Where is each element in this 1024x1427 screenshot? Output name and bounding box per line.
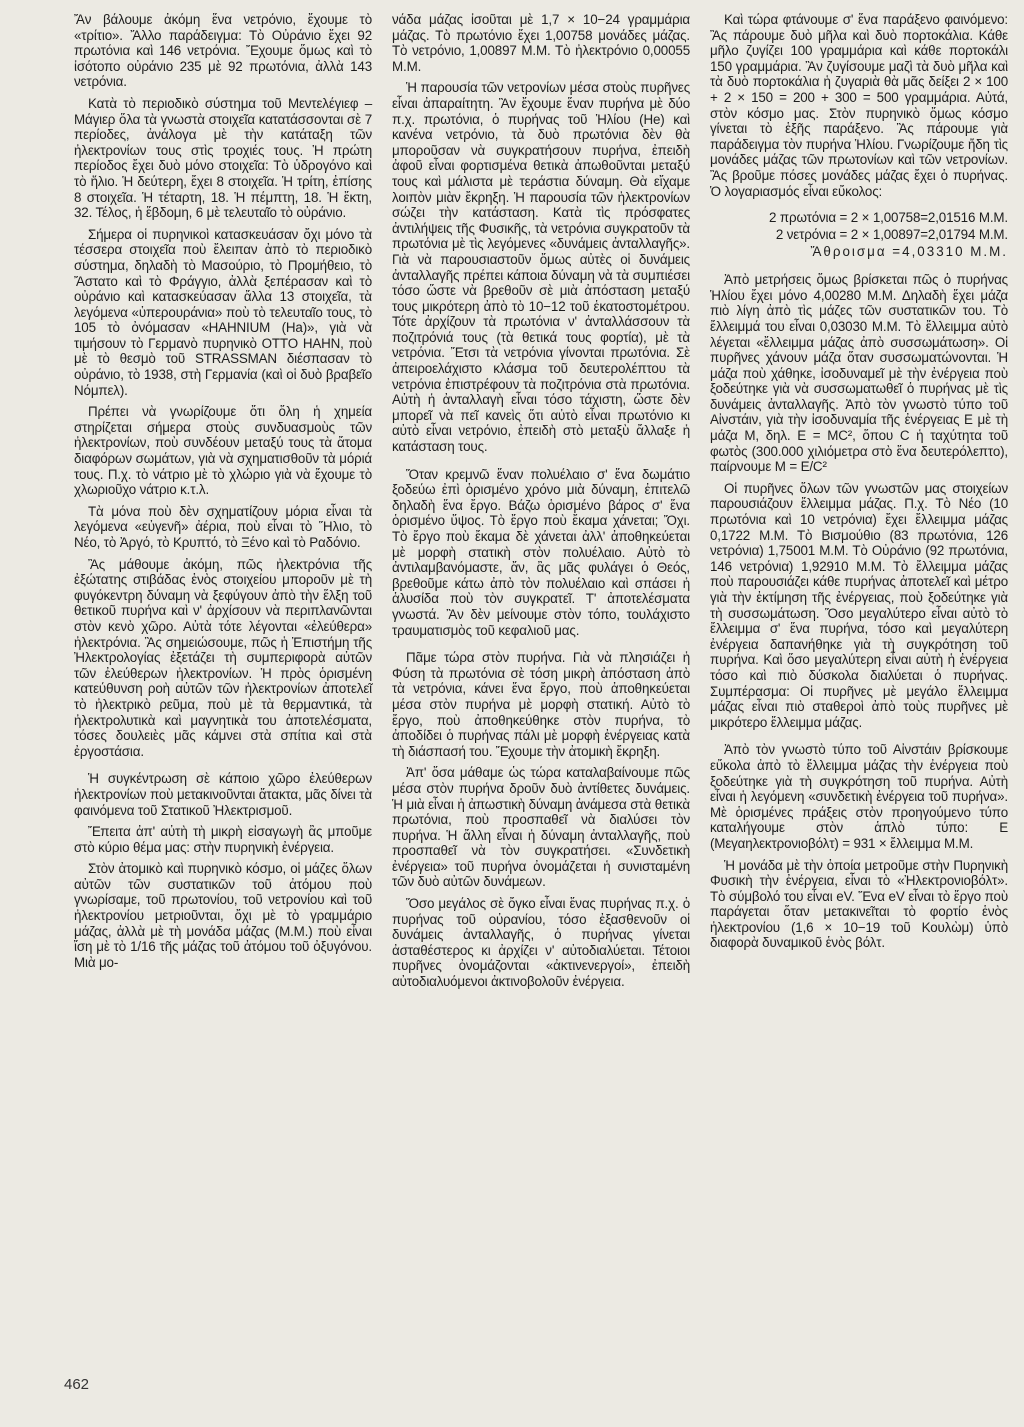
mass-calculation [710,209,1008,260]
paragraph: Σήμερα οἱ πυρηνικοὶ κατασκευάσαν ὄχι μόνο τὰ τέσσερα στοιχεῖα ποὺ ἔλειπαν ἀπὸ τὸ περιοδικὸ σύστημα, δηλαδὴ τὸ Μασούριο, τὸ Προμήθειο, τὸ Ἄστατο καὶ τὸ Φράγγιο, ἀλλὰ ξεπέρασαν καὶ τὸ οὐράνιο καὶ κατασκεύασαν ἄλλα 13 στοιχεῖα, τὰ λεγόμενα «ὑπερουράνια» ποὺ τὸ τελευταῖο τους, τὸ 105 τὸ ὀνόμασαν «HAHNIUM (Ha)», γιὰ νὰ τιμήσουν τὸ Γερμανὸ πυρηνικὸ OTTO HAHN, ποὺ μὲ τὸ θεσμὸ τοῦ STRASSMAN διέσπασαν τὸ οὐράνιο, τὸ 1938, στὴ Γερμανία (καὶ οἱ δυὸ βραβεῖο Νόμπελ). [74,226,372,398]
paragraph: Ἀπ' ὅσα μάθαμε ὡς τώρα καταλαβαίνουμε πῶς μέσα στὸν πυρήνα δροῦν δυὸ ἀντίθετες δυνάμεις. Ἡ μιὰ εἶναι ἡ ἀπωστικὴ δύναμη ἀνάμεσα στὰ θετικὰ πρωτόνια, ποὺ προσπαθεῖ νὰ διαλύσει τὸν πυρήνα. Ἡ ἄλλη εἶναι ἡ δύναμη ἀνταλλαγῆς, ποὺ προσπαθεῖ νὰ τὸν συγκρατήσει. «Συνδετικὴ ἐνέργεια» τοῦ πυρήνα ὀνομάζεται ἡ συνισταμένη τῶν δυὸ αὐτῶν δυνάμεων. [392,765,690,890]
paragraph: Πᾶμε τώρα στὸν πυρήνα. Γιὰ νὰ πλησιάζει ἡ Φύση τὰ πρωτόνια σὲ τόση μικρὴ ἀπόσταση ἀπὸ τὰ νετρόνια, κάνει ἕνα ἔργο, ποὺ ἀποθηκεύεται μέσα στὸν πυρήνα μὲ μορφὴ στατική. Αὐτὸ τὸ ἔργο, ποὺ ἀποθηκεύθηκε στὸν πυρήνα, τὸ ἀποδίδει ὁ πυρήνας πάλι μὲ μορφὴ ἐνέργειας κατὰ τὴ διάσπασή του. Ἔχουμε τὴν ἀτομικὴ ἔκρηξη. [392,650,690,759]
paragraph: Ἡ παρουσία τῶν νετρονίων μέσα στοὺς πυρῆνες εἶναι ἀπαραίτητη. Ἂν ἔχουμε ἕναν πυρήνα μὲ δύο π.χ. πρωτόνια, ὁ πυρήνας τοῦ Ἡλίου (He) καὶ κανένα νετρόνιο, τὰ δυὸ πρωτόνια δὲν θὰ μποροῦσαν νὰ συγκρατήσουν πυρήνα, ἐπειδὴ ἀφοῦ εἶναι φορτισμένα θετικὰ ἀπωθοῦνται μεταξύ τους καὶ μάλιστα μὲ τεράστια δύναμη. Θὰ εἴχαμε λοιπὸν μιὰν ἔκρηξη. Ἡ παρουσία τῶν ἠλεκτρονίων σώζει τὴν κατάσταση. Κατὰ τὶς πρόσφατες ἀντιλήψεις τῆς Φυσικῆς, τὰ νετρόνια συγκρατοῦν τὰ πρωτόνια μὲ τὶς λεγόμενες «δυνάμεις ἀνταλλαγῆς». Γιὰ νὰ παρουσιαστοῦν ὅμως αὐτὲς οἱ δυνάμεις ἀνταλλαγῆς πρέπει κάποια δύναμη νὰ τὰ συμπιέσει τόσο ὥστε νὰ βρεθοῦν σὲ μιὰ ἀπόσταση μεταξύ τους μικρότερη ἀπὸ τὸ 10−12 τοῦ ἑκατοστομέτρου. Τότε ἀρχίζουν τὰ πρωτόνια ν' ἀνταλλάσσουν τὰ ποζιτρόνιά τους (τὰ θετικά τους φορτία), μὲ τὰ νετρόνια. Ἔτσι τὰ νετρόνια γίνονται πρωτόνια. Σὲ ἀπειροελάχιστο κλάσμα τοῦ δευτερολέπτου τὰ νετρόνια ἐπιστρέφουν τὰ ποζιτρόνια στὰ πρωτόνια. Αὐτὴ ἡ ἀνταλλαγὴ εἶναι τόσο τάχιστη, ὥστε δὲν μπορεῖ νὰ πεῖ κανεὶς ὅτι αὐτὸ εἶναι πρωτόνιο κι αὐτὸ εἶναι νετρόνιο, ἐπειδὴ στὸ μεταξὺ ἄλλαξε ἡ κατάσταση τους. [392,80,690,455]
column-middle [392,12,690,996]
calc-total-line: Ἄθροισμα =4,03310 Μ.Μ. [810,244,1008,260]
paragraph: Ἡ μονάδα μὲ τὴν ὁποία μετροῦμε στὴν Πυρηνικὴ Φυσικὴ τὴν ἐνέργεια, εἶναι τὸ «Ἠλεκτρονιοβόλτ». Τὸ σύμβολό του εἶναι eV. Ἕνα eV εἶναι τὸ ἔργο ποὺ παράγεται ὅταν μετακινεῖται τὸ φορτίο ἑνὸς ἠλεκτρονίου (1,6 × 10−19 τοῦ Κουλὼμ) ὑπὸ διαφορὰ δυναμικοῦ ἑνὸς βόλτ. [710,857,1008,951]
paragraph: Ὅταν κρεμνῶ ἕναν πολυέλαιο σ' ἕνα δωμάτιο ξοδεύω ἐπὶ ὁρισμένο χρόνο μιὰ δύναμη, ἐπιτελῶ δηλαδὴ ἕνα ἔργο. Βάζω ὁρισμένο βάρος σ' ἕνα ὁρισμένο ὕψος. Τὸ ἔργο ποὺ ἔκαμα χάνεται; Ὄχι. Τὸ ἔργο ποὺ ἔκαμα δὲ χάνεται ἀλλ' ἀποθηκεύεται μὲ μορφὴ στατικὴ στὸν πολυέλαιο. Αὐτὸ τὸ ἀντιλαμβανόμαστε, ἄν, ἂς μᾶς φυλάγει ὁ Θεός, βρεθοῦμε κάτω ἀπὸ τὸν πολυέλαιο καὶ σπάσει ἡ ἁλυσίδα ποὺ τὸν συγκρατεῖ. Τ' ἀποτελέσματα γνωστά. Ἂν δὲν μείνουμε στὸν τόπο, τουλάχιστο τραυματισμὸς τοῦ κεφαλιοῦ μας. [392,466,690,638]
calc-neutrons-line: 2 νετρόνια = 2 × 1,00897=2,01794 Μ.Μ. [775,227,1008,243]
text-columns [74,12,1008,996]
paragraph: Οἱ πυρῆνες ὅλων τῶν γνωστῶν μας στοιχείων παρουσιάζουν ἔλλειμμα μάζας. Π.χ. Τὸ Νέο (10 πρωτόνια καὶ 10 νετρόνια) ἔχει ἔλλειμμα μάζας 0,1722 Μ.Μ. Τὸ Βισμούθιο (83 πρωτόνια, 126 νετρόνια) 1,75001 Μ.Μ. Τὸ Οὐράνιο (92 πρωτόνια, 146 νετρόνια) 1,92910 Μ.Μ. Τὸ ἔλλειμμα μάζας ποὺ παρουσιάζει κάθε πυρήνας ἀποτελεῖ καὶ μέτρο γιὰ τὴν ἐκτίμηση τῆς ἐνέργειας, ποὺ ξοδεύτηκε γιὰ τὴ συσσωμάτωση. Ὅσο μεγαλύτερο εἶναι αὐτὸ τὸ ἔλλειμμα σ' ἕνα πυρήνα, τόσο καὶ μεγαλύτερη ἐνέργεια δαπανήθηκε γιὰ τὴ συγκρότηση τοῦ πυρήνα. Καὶ ὅσο μεγαλύτερη εἶναι αὐτὴ ἡ ἐνέργεια τόσο καὶ πιὸ δύσκολα διαλύεται ὁ πυρήνας. Συμπέρασμα: Οἱ πυρῆνες μὲ μεγάλο ἔλλειμμα μάζας εἶναι πιὸ σταθεροὶ ἀπὸ τοὺς πυρῆνες μὲ μικρότερο ἔλλειμμα μάζας. [710,480,1008,730]
paragraph: Στὸν ἀτομικὸ καὶ πυρηνικὸ κόσμο, οἱ μάζες ὅλων αὐτῶν τῶν συστατικῶν τοῦ ἀτόμου ποὺ γνωρίσαμε, τοῦ πρωτονίου, τοῦ νετρονίου καὶ τοῦ ἠλεκτρονίου μετριοῦνται, ὄχι μὲ τὸ γραμμάριο μάζας, ἀλλὰ μὲ τὴ μονάδα μάζας (Μ.Μ.) ποὺ εἶναι ἴση μὲ τὸ 1/16 τῆς μάζας τοῦ ἀτόμου τοῦ ὀξυγόνου. Μιὰ μο- [74,861,372,970]
paragraph: Ἡ συγκέντρωση σὲ κάποιο χῶρο ἐλεύθερων ἠλεκτρονίων ποὺ μετακινοῦνται ἄτακτα, μᾶς δίνει τὰ φαινόμενα τοῦ Στατικοῦ Ἠλεκτρισμοῦ. [74,771,372,818]
paragraph: Ὅσο μεγάλος σὲ ὄγκο εἶναι ἕνας πυρήνας π.χ. ὁ πυρήνας τοῦ οὐρανίου, τόσο ἐξασθενοῦν οἱ δυνάμεις ἀνταλλαγῆς, ὁ πυρήνας γίνεται ἀσταθέστερος κι ἀρχίζει ν' αὐτοδιαλύεται. Τέτοιοι πυρῆνες ὀνομάζονται «ἀκτινενεργοί», ἐπειδὴ αὐτοδιαλυόμενοι ἀκτινοβολοῦν ἐνέργεια. [392,896,690,990]
paragraph: Ἀπὸ τὸν γνωστὸ τύπο τοῦ Αἰνστάιν βρίσκουμε εὔκολα ἀπὸ τὸ ἔλλειμμα μάζας τὴν ἐνέργεια ποὺ ξοδεύτηκε γιὰ τὴ συγκρότηση τοῦ πυρήνα. Αὐτὴ εἶναι ἡ λεγόμενη «συνδετικὴ ἐνέργεια τοῦ πυρήνα». Μὲ ὁρισμένες πράξεις στὸν προηγούμενο τύπο καταλήγουμε στὸν ἁπλὸ τύπο: Ε (Μεγαηλεκτρονιοβόλτ) = 931 × ἔλλειμμα Μ.Μ. [710,742,1008,851]
page-number: 462 [64,1376,90,1393]
paragraph: Ἀπὸ μετρήσεις ὅμως βρίσκεται πῶς ὁ πυρήνας Ἡλίου ἔχει μόνο 4,00280 Μ.Μ. Δηλαδὴ ἔχει μάζα πιὸ λίγη ἀπὸ τὶς μάζες τῶν συστατικῶν του. Τὸ ἔλλειμμά του εἶναι 0,03030 Μ.Μ. Τὸ ἔλλειμμα αὐτὸ λέγεται «ἔλλειμμα μάζας ἀπὸ συσσωμάτωση». Οἱ πυρῆνες χάνουν μάζα ὅταν συσσωματώνονται. Ἡ μάζα ποὺ χάθηκε, ἰσοδυναμεῖ μὲ τὴν ἐνέργεια ποὺ ξοδεύτηκε γιὰ νὰ συσσωματωθεῖ ὁ πυρήνας μὲ τὶς δυνάμεις ἀνταλλαγῆς. Ἀπὸ τὸν γνωστὸ τύπο τοῦ Αἰνστάιν, γιὰ τὴν ἰσοδυναμία τῆς ἐνέργειας Ε μὲ τὴ μάζα Μ, δηλ. Ε = MC², ὅπου C ἡ ταχύτητα τοῦ φωτὸς (300.000 χιλιόμετρα στὸ ἕνα δευτερόλεπτο), παίρνουμε Μ = E/C² [710,272,1008,475]
paragraph: Ἔπειτα ἀπ' αὐτὴ τὴ μικρὴ εἰσαγωγὴ ἂς μποῦμε στὸ κύριο θέμα μας: στὴν πυρηνικὴ ἐνέργεια. [74,824,372,855]
paragraph: Ἂς μάθουμε ἀκόμη, πῶς ἠλεκτρόνια τῆς ἐξώτατης στιβάδας ἑνὸς στοιχείου μποροῦν μὲ τὴ φυγόκεντρη δύναμη νὰ ξεφύγουν ἀπὸ τὴν ἕλξη τοῦ θετικοῦ πυρήνα καὶ ν' ἀρχίσουν νὰ περιπλανῶνται στὸν κενὸ χῶρο. Αὐτὰ τότε λέγονται «ἐλεύθερα» ἠλεκτρόνια. Ἂς σημειώσουμε, πῶς ἡ Ἐπιστήμη τῆς Ἠλεκτρολογίας ἐξετάζει τὴ συμπεριφορὰ αὐτῶν τῶν ἐλεύθερων ἠλεκτρονίων. Ἡ πρὸς ὁρισμένη κατεύθυνση ροὴ αὐτῶν τῶν ἠλεκτρονίων ἀποτελεῖ τὸ ἠλεκτρικὸ ρεῦμα, ποὺ μὲ τὰ θερμαντικά, τὰ ἠλεκτρολυτικὰ καὶ μαγνητικὰ του ἀποτελέσματα, τόσες δουλειὲς μᾶς κάμνει στὰ σπίτια καὶ στὰ ἐργοστάσια. [74,556,372,759]
paragraph: Τὰ μόνα ποὺ δὲν σχηματίζουν μόρια εἶναι τὰ λεγόμενα «εὐγενῆ» ἀέρια, ποὺ εἶναι τὸ Ἥλιο, τὸ Νέο, τὸ Ἀργό, τὸ Κρυπτό, τὸ Ξένο καὶ τὸ Ραδόνιο. [74,503,372,550]
calc-protons-line: 2 πρωτόνια = 2 × 1,00758=2,01516 Μ.Μ. [769,210,1008,226]
column-left [74,12,372,996]
paragraph: Κατὰ τὸ περιοδικὸ σύστημα τοῦ Μεντελέγιεφ – Μάγιερ ὅλα τὰ γνωστὰ στοιχεῖα κατατάσσονται σὲ 7 περίοδες, ἀνάλογα μὲ τὴν κατάταξη τῶν ἠλεκτρονίων τους στὶς τροχιές τους. Ἡ πρώτη περίοδος ἔχει δυὸ μόνο στοιχεῖα: Τὸ ὑδρογόνο καὶ τὸ ἥλιο. Ἡ δεύτερη, ἔχει 8 στοιχεῖα. Ἡ τρίτη, ἐπίσης 8 στοιχεῖα. Ἡ τέταρτη, 18. Ἡ πέμπτη, 18. Ἡ ἕκτη, 32. Τέλος, ἡ ἕβδομη, 6 μὲ τελευταῖο τὸ οὐράνιο. [74,95,372,221]
paragraph: Καὶ τώρα φτάνουμε σ' ἕνα παράξενο φαινόμενο: Ἂς πάρουμε δυὸ μῆλα καὶ δυὸ πορτοκάλια. Κάθε μῆλο ζυγίζει 100 γραμμάρια καὶ κάθε πορτοκάλι 150 γραμμάρια. Ἂν ζυγίσουμε μαζὶ τὰ δυὸ μῆλα καὶ τὰ δυὸ πορτοκάλια ἡ ζυγαριὰ θὰ μᾶς δείξει 2 × 100 + 2 × 150 = 200 + 300 = 500 γραμμάρια. Αὐτά, στὸν κόσμο μας. Στὸν πυρηνικὸ ὅμως κόσμο γίνεται τὸ ἑξῆς παράξενο. Ἂς πάρουμε γιὰ παράδειγμα τὸν πυρήνα Ἡλίου. Γνωρίζουμε ἤδη τὶς μονάδες μάζας τῶν πρωτονίων καὶ τῶν νετρονίων. Ἂς βροῦμε πόσες μονάδες μάζας ἔχει ὁ πυρήνας. Ὁ λογαριασμός εἶναι εὔκολος: [710,12,1008,199]
paragraph: Πρέπει νὰ γνωρίζουμε ὅτι ὅλη ἡ χημεία στηρίζεται σήμερα στοὺς συνδυασμοὺς τῶν ἠλεκτρονίων, ποὺ συνδέουν μεταξύ τους τὰ ἄτομα διαφόρων σωμάτων, γιὰ νὰ σχηματισθοῦν τὰ μόριά τους. Π.χ. τὸ νάτριο μὲ τὸ χλώριο γιὰ νὰ ἔχουμε τὸ χλωριοῦχο νάτριο κ.τ.λ. [74,404,372,498]
column-right [710,12,1008,996]
paragraph: νάδα μάζας ἰσοῦται μὲ 1,7 × 10−24 γραμμάρια μάζας. Τὸ πρωτόνιο ἔχει 1,00758 μονάδες μάζας. Τὸ νετρόνιο, 1,00897 Μ.Μ. Τὸ ἠλεκτρόνιο 0,00055 Μ.Μ. [392,12,690,74]
paragraph: Ἄν βάλουμε ἀκόμη ἕνα νετρόνιο, ἔχουμε τὸ «τρίτιο». Ἄλλο παράδειγμα: Τὸ Οὐράνιο ἔχει 92 πρωτόνια καὶ 146 νετρόνια. Ἔχουμε ὅμως καὶ τὸ ἰσότοπο οὐράνιο 235 μὲ 92 πρωτόνια, ἀλλὰ 143 νετρόνια. [74,12,372,90]
